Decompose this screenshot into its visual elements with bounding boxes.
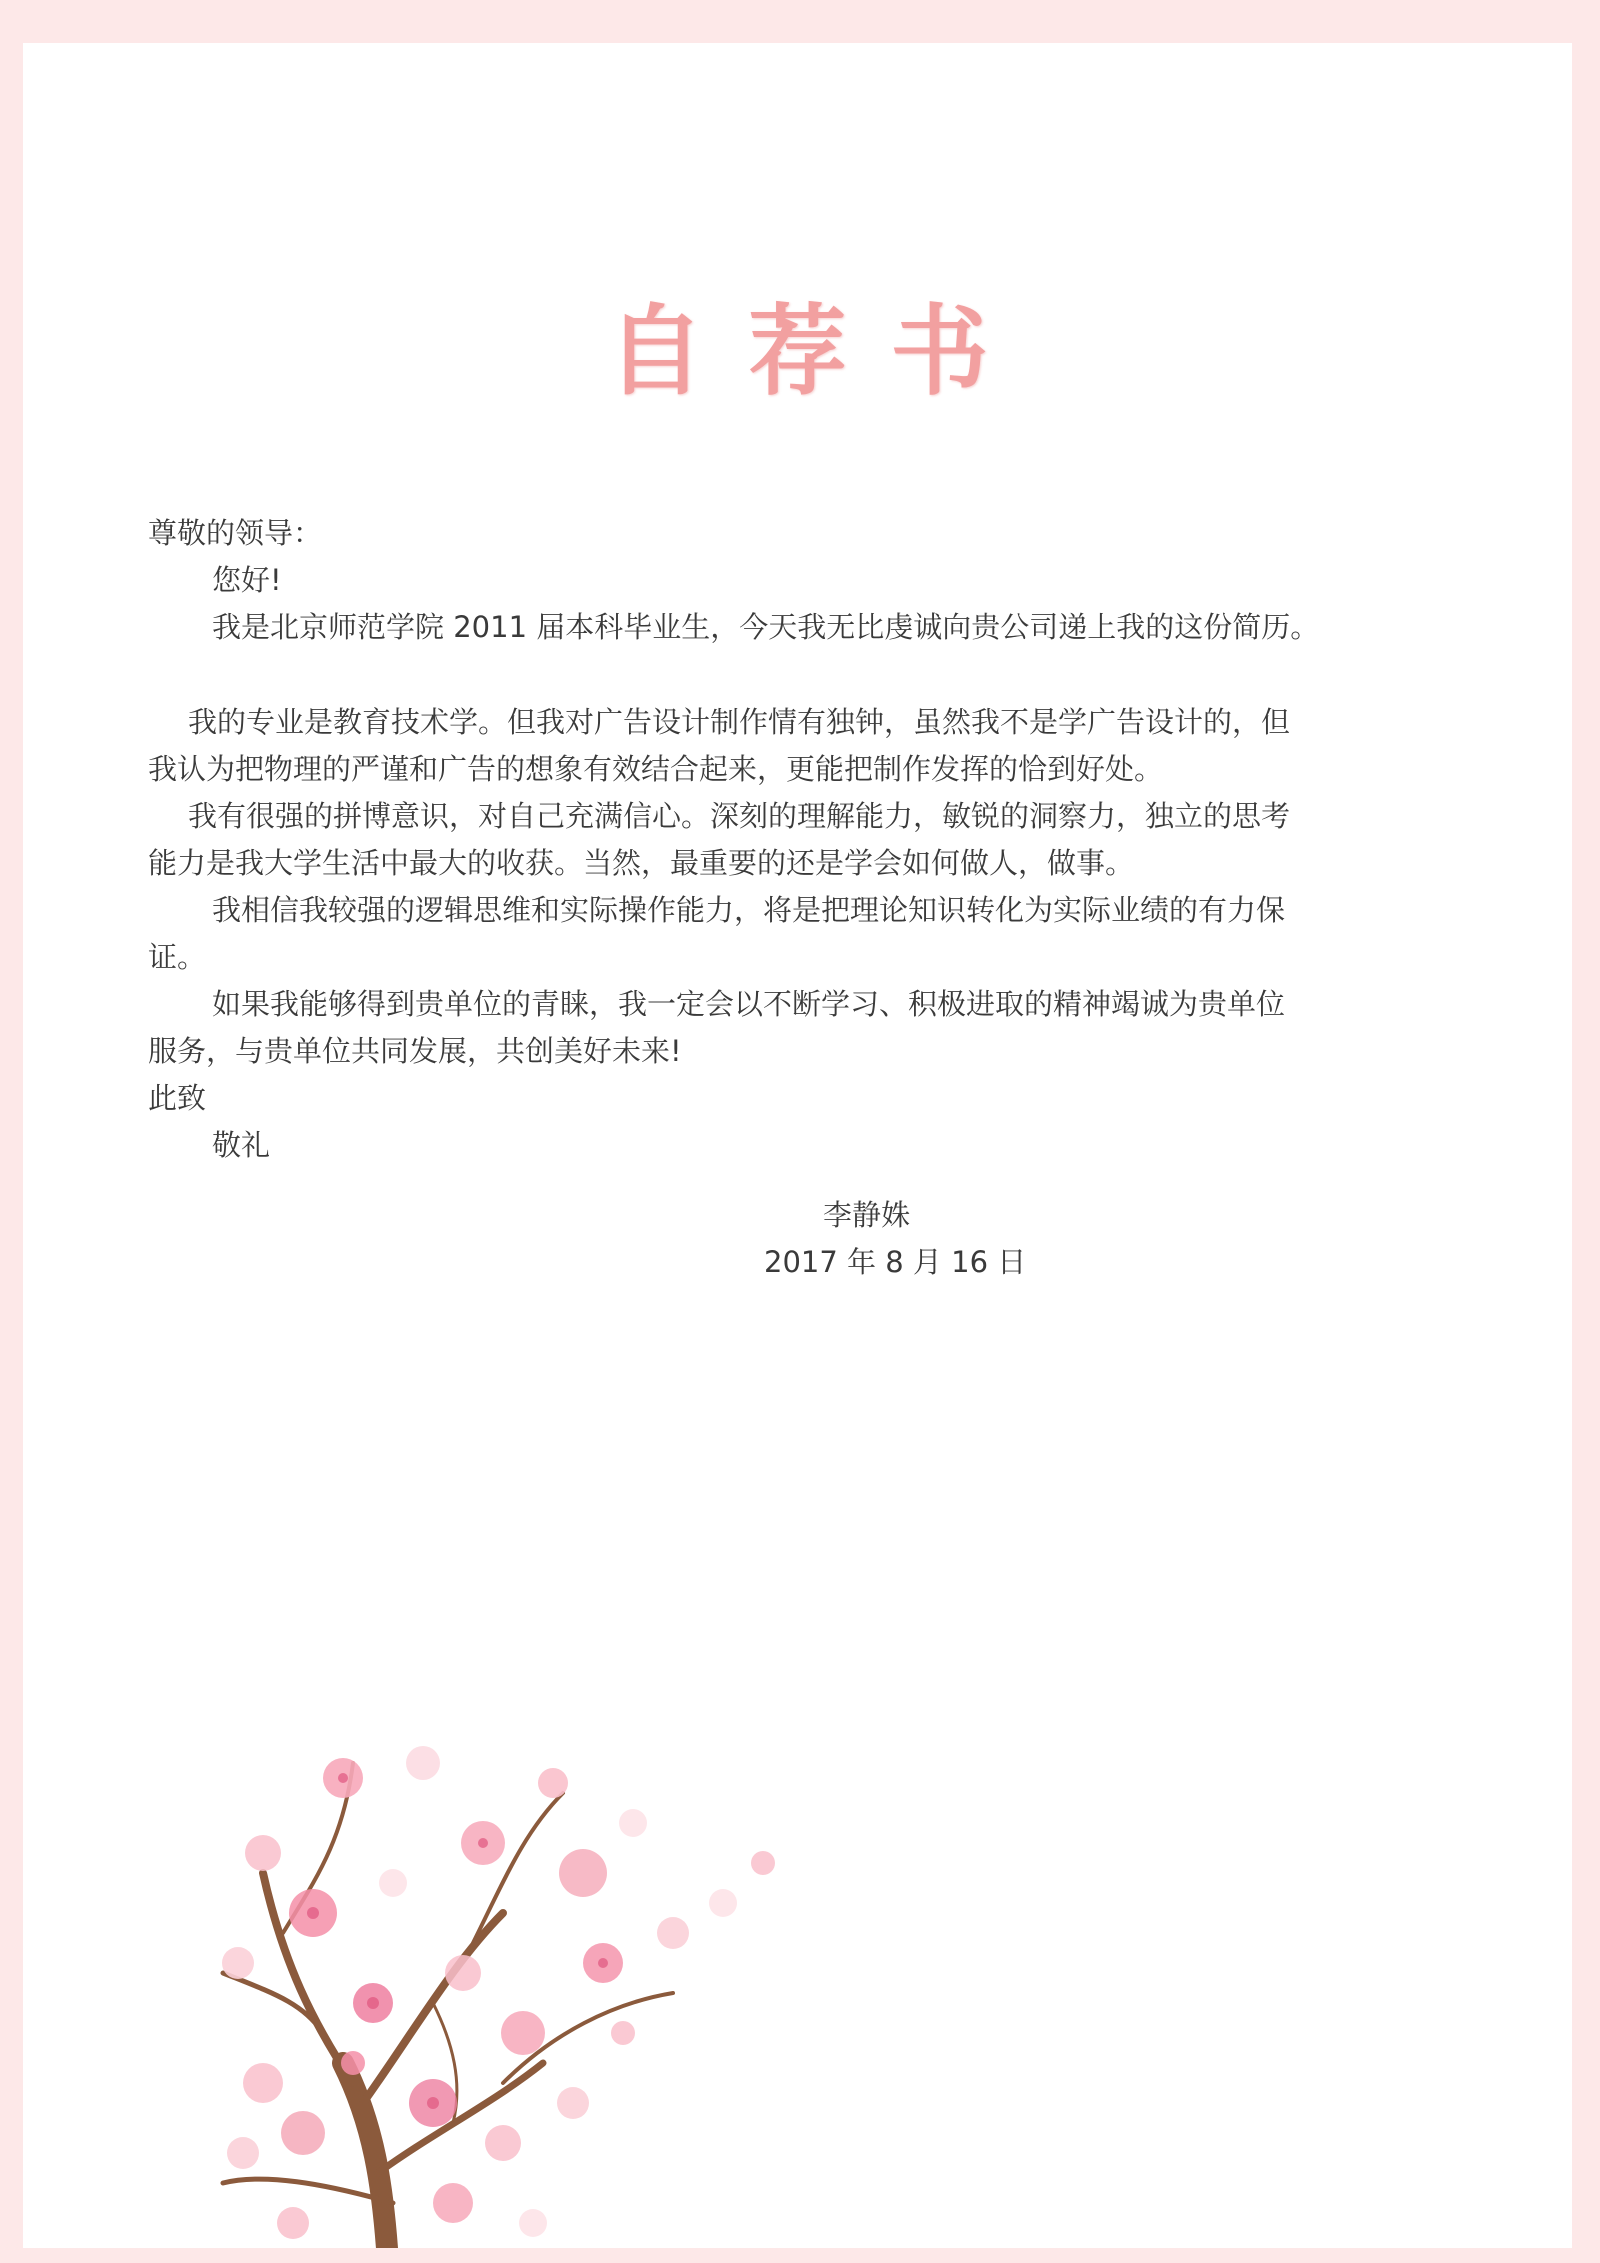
body-line-8: 如果我能够得到贵单位的青睐，我一定会以不断学习、积极进取的精神竭诚为贵单位 (212, 987, 1286, 1021)
body-line-7: 证。 (148, 940, 207, 974)
hello-line: 您好! (212, 563, 282, 597)
body-line-2: 我的专业是教育技术学。但我对广告设计制作情有独钟，虽然我不是学广告设计的，但 (188, 705, 1291, 739)
tree-branches (223, 1763, 673, 2248)
body-line-1: 我是北京师范学院 2011 届本科毕业生，今天我无比虔诚向贵公司递上我的这份简历。 (212, 610, 1320, 644)
body-line-9: 服务，与贵单位共同发展，共创美好未来! (148, 1034, 682, 1068)
signature-date: 2017 年 8 月 16 日 (764, 1245, 1027, 1279)
closing-line-1: 此致 (148, 1081, 207, 1115)
signature-name: 李静姝 (823, 1198, 911, 1232)
closing-line-2: 敬礼 (212, 1128, 271, 1162)
greeting: 尊敬的领导： (148, 516, 323, 550)
body-line-5: 能力是我大学生活中最大的收获。当然，最重要的还是学会如何做人，做事。 (148, 846, 1135, 880)
letter-title: 自荐书 (606, 294, 1033, 409)
body-line-6: 我相信我较强的逻辑思维和实际操作能力，将是把理论知识转化为实际业绩的有力保 (212, 893, 1286, 927)
body-line-3: 我认为把物理的严谨和广告的想象有效结合起来，更能把制作发挥的恰到好处。 (148, 752, 1164, 786)
letter-page (23, 43, 1572, 2248)
cherry-blossom-tree-icon (203, 1703, 853, 2248)
body-line-4: 我有很强的拼博意识，对自己充满信心。深刻的理解能力，敏锐的洞察力，独立的思考 (188, 799, 1291, 833)
